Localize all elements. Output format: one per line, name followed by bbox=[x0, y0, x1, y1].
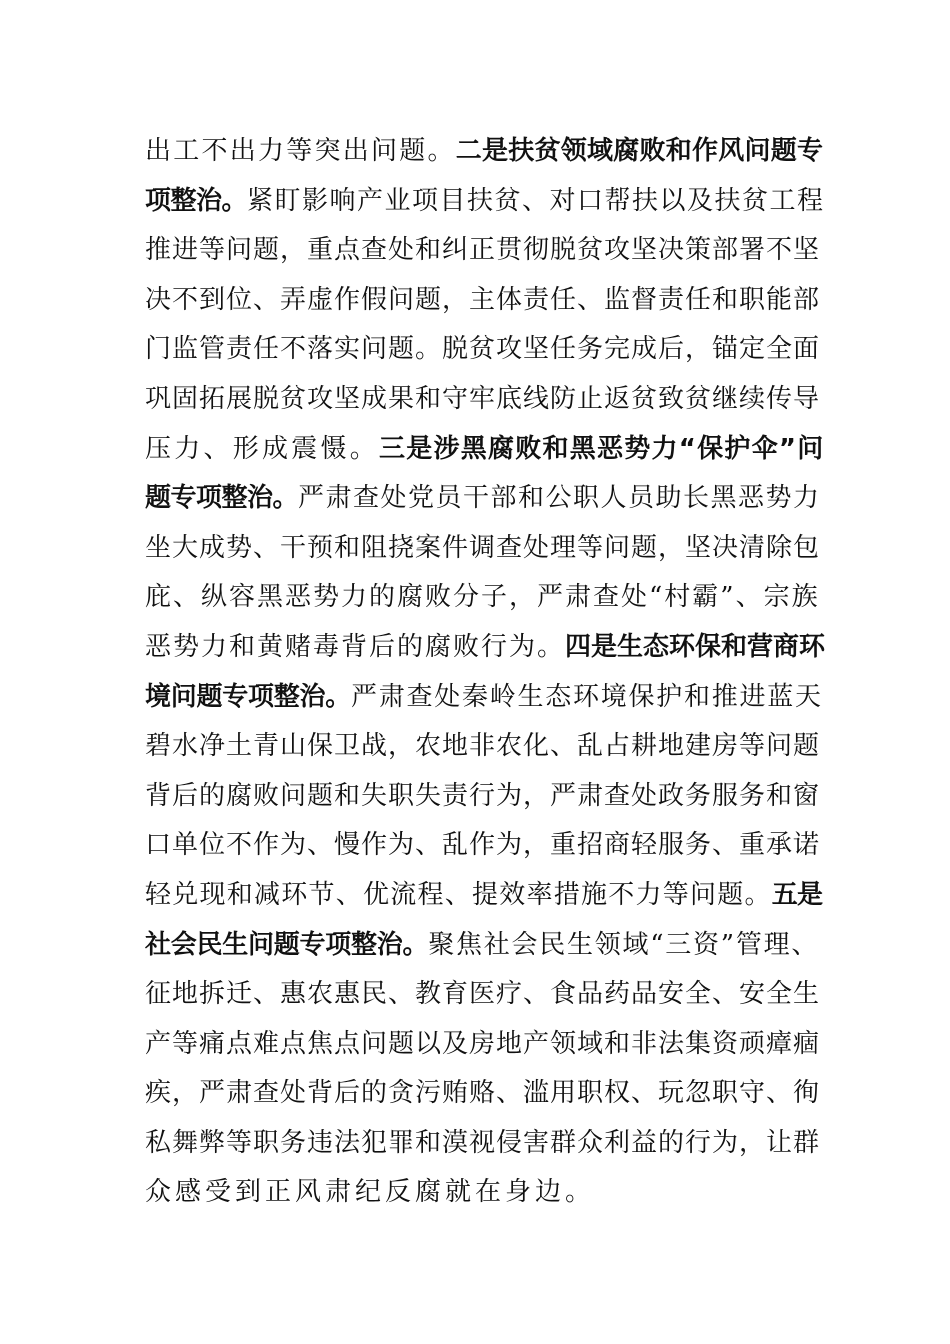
bold-heading-run: 项整治。 bbox=[145, 185, 248, 216]
text-line bbox=[145, 970, 825, 1020]
text-line bbox=[145, 226, 825, 276]
text-run: 推进等问题，重点查处和纠正贯彻脱贫攻坚决策部署不坚 bbox=[145, 235, 821, 266]
text-line bbox=[145, 821, 825, 871]
text-run: 轻兑现和减环节、优流程、提效率措施不力等问题。 bbox=[145, 879, 772, 910]
bold-heading-run: 题专项整治。 bbox=[145, 483, 299, 514]
text-line bbox=[145, 921, 825, 971]
text-run: 疾，严肃查处背后的贪污贿赂、滥用职权、玩忽职守、徇 bbox=[145, 1078, 821, 1109]
text-line bbox=[145, 573, 825, 623]
text-run: 决不到位、弄虚作假问题，主体责任、监督责任和职能部 bbox=[145, 284, 821, 315]
text-line bbox=[145, 1119, 825, 1169]
text-line bbox=[145, 1020, 825, 1070]
text-run: 恶势力和黄赌毒背后的腐败行为。 bbox=[145, 631, 566, 662]
bold-heading-run: 五是 bbox=[771, 879, 823, 910]
text-line bbox=[145, 1168, 825, 1218]
text-line bbox=[145, 673, 825, 723]
text-line bbox=[145, 425, 825, 475]
text-line bbox=[145, 524, 825, 574]
text-run: 背后的腐败问题和失职失责行为，严肃查处政务服务和窗 bbox=[145, 780, 821, 811]
text-run: 门监管责任不落实问题。脱贫攻坚任务完成后，锚定全面 bbox=[145, 334, 821, 365]
text-run: 严肃查处党员干部和公职人员助长黑恶势力 bbox=[298, 483, 821, 514]
body-paragraph bbox=[145, 127, 825, 1218]
text-run: 众感受到正风肃纪反腐就在身边。 bbox=[145, 1177, 596, 1208]
bold-heading-run: 二是扶贫领域腐败和作风问题专 bbox=[455, 136, 824, 166]
text-run: 巩固拓展脱贫攻坚成果和守牢底线防止返贫致贫继续传导 bbox=[145, 383, 821, 414]
bold-heading-run: 四是生态环保和营商环 bbox=[565, 631, 826, 662]
bold-heading-run: 三是涉黑腐败和黑恶势力“保护伞”问 bbox=[379, 433, 825, 464]
text-run: 压力、形成震慑。 bbox=[145, 433, 380, 464]
text-run: 坐大成势、干预和阻挠案件调查处理等问题，坚决清除包 bbox=[145, 532, 821, 563]
text-line bbox=[145, 177, 825, 227]
text-run: 严肃查处秦岭生态环境保护和推进蓝天 bbox=[351, 681, 823, 712]
text-line bbox=[145, 127, 825, 177]
text-run: 产等痛点难点焦点问题以及房地产领域和非法集资顽瘴痼 bbox=[145, 1028, 821, 1059]
bold-heading-run: 境问题专项整治。 bbox=[145, 681, 352, 712]
text-line bbox=[145, 375, 825, 425]
text-run: 碧水净土青山保卫战，农地非农化、乱占耕地建房等问题 bbox=[145, 731, 821, 762]
text-run: 征地拆迁、惠农惠民、教育医疗、食品药品安全、安全生 bbox=[145, 979, 821, 1010]
text-run: 紧盯影响产业项目扶贫、对口帮扶以及扶贫工程 bbox=[247, 185, 825, 216]
text-line bbox=[145, 871, 825, 921]
text-run: 聚焦社会民生领域“三资”管理、 bbox=[428, 929, 820, 960]
text-line bbox=[145, 276, 825, 326]
text-run: 口单位不作为、慢作为、乱作为，重招商轻服务、重承诺 bbox=[145, 830, 821, 861]
text-line bbox=[145, 623, 825, 673]
text-run: 庇、纵容黑恶势力的腐败分子，严肃查处“村霸”、宗族 bbox=[145, 582, 820, 613]
text-line bbox=[145, 722, 825, 772]
text-line bbox=[145, 474, 825, 524]
bold-heading-run: 社会民生问题专项整治。 bbox=[145, 929, 429, 960]
text-run: 私舞弊等职务违法犯罪和漠视侵害群众利益的行为，让群 bbox=[145, 1127, 821, 1158]
text-run: 出工不出力等突出问题。 bbox=[145, 136, 456, 166]
text-line bbox=[145, 1069, 825, 1119]
text-line bbox=[145, 772, 825, 822]
text-line bbox=[145, 325, 825, 375]
